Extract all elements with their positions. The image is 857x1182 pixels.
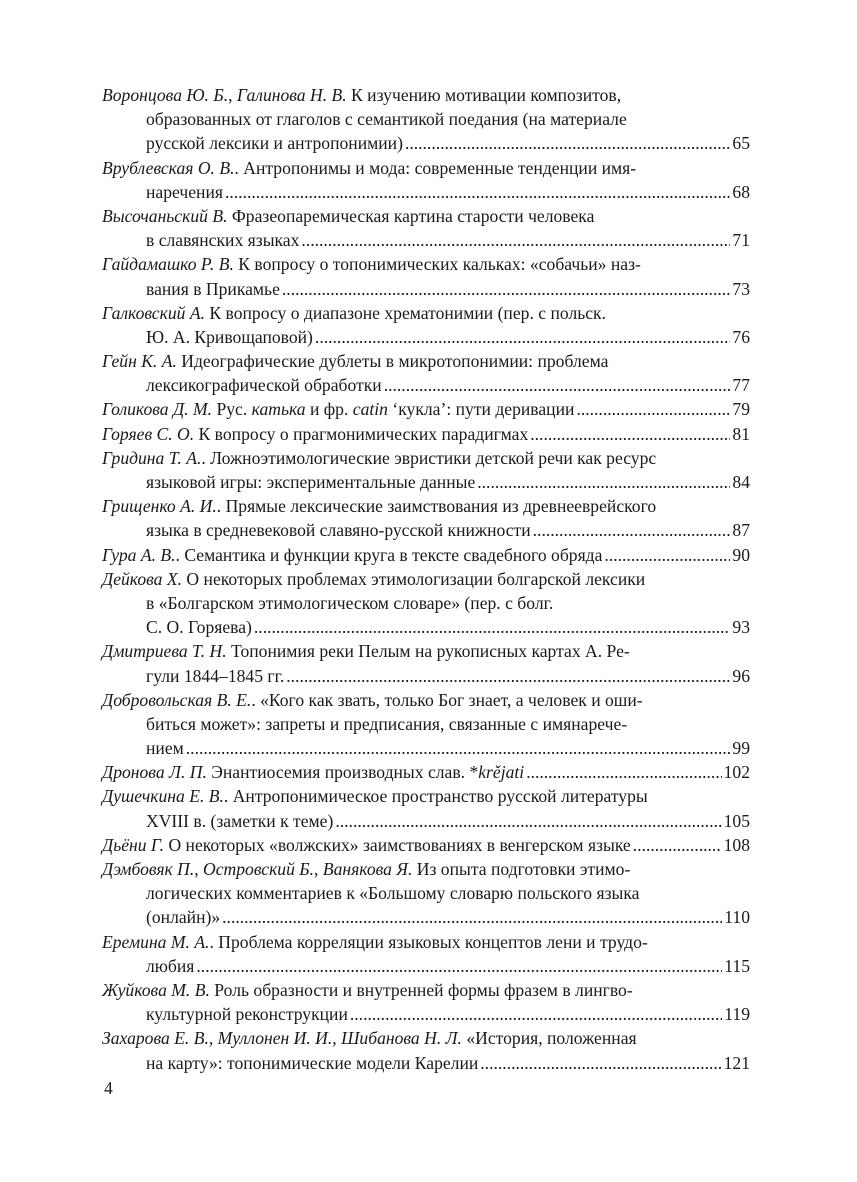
toc-line [102,470,750,494]
dot-leader [384,373,731,397]
toc-line [102,446,750,470]
toc-line [102,615,750,639]
entry-title-line: любия [146,955,195,976]
toc-line [102,131,750,155]
toc-line [102,688,750,712]
toc-entry [102,252,750,300]
entry-title-line: . Антропонимы и мода: современные тенденции имя- [234,157,637,178]
entry-page: 99 [732,738,750,759]
dot-leader [576,397,730,421]
entry-title-line: в славянских языках [146,230,300,251]
entry-page: 108 [723,834,750,855]
toc-line [102,639,750,663]
entry-title-line: нием [146,738,184,759]
entry-page: 119 [724,1004,750,1025]
toc-line [102,518,750,542]
table-of-contents [102,83,750,1075]
entry-title-line: биться может»: запреты и предписания, связанные с имянарече- [146,713,628,734]
toc-line [102,349,750,373]
entry-page: 102 [723,762,750,783]
dot-leader [350,1002,722,1026]
entry-title-text: и фр. [309,399,349,420]
dot-leader [604,543,730,567]
dot-leader [222,905,722,929]
entry-title-line: Идеографические дублеты в микротопонимии: проблема [181,351,609,372]
toc-line [102,204,750,228]
toc-entry [102,204,750,252]
entry-title-line: гули 1844–1845 гг. [146,665,285,686]
toc-entry [102,156,750,204]
toc-line [102,905,750,929]
toc-line [102,1051,750,1075]
entry-author: Жуйкова М. В. [102,979,210,1000]
entry-title-line: . Проблема корреляции языковых концептов лени и трудо- [209,931,648,952]
toc-line [102,373,750,397]
dot-leader [533,518,731,542]
toc-entry [102,349,750,397]
entry-page: 79 [732,399,750,420]
entry-title-line: . Ложноэтимологические эвристики детской речи как ресурс [201,447,657,468]
entry-page: 73 [732,278,750,299]
dot-leader [301,228,730,252]
entry-title-line: Из опыта подготовки этимо- [416,859,631,879]
toc-entry [102,930,750,978]
dot-leader [633,833,722,857]
entry-author: Горяев С. О. [102,423,195,444]
entry-author: Врублевская О. В. [102,157,235,178]
entry-author: Воронцова Ю. Б., Галинова Н. В. [102,85,347,105]
dot-leader [196,954,722,978]
entry-title-line: русской лексики и антропонимии) [146,133,403,154]
entry-title-line: наречения [146,181,223,202]
entry-page: 68 [732,181,750,202]
entry-author: Добровольская В. Е. [102,689,252,710]
toc-entry [102,857,750,930]
entry-title-line: К изучению мотивации композитов, [351,85,622,105]
entry-author: Дейкова Х. [102,568,183,589]
entry-page: 77 [732,375,750,396]
entry-title-line: Роль образности и внутренней формы фразем в лингво- [214,979,633,1000]
entry-author: Высочаньский В. [102,205,228,226]
entry-title-line: на карту»: топонимические модели Карелии [146,1052,479,1073]
toc-line [102,1002,750,1026]
entry-author: Грищенко А. И. [102,496,217,517]
entry-title-line: . «Кого как звать, только Бог знает, а человек и оши- [251,689,643,710]
entry-author: Дьёни Г. [102,834,165,855]
entry-author: Голикова Д. М. [102,399,213,420]
entry-author: Галковский А. [102,302,205,323]
entry-page: 110 [724,907,750,928]
toc-line [102,954,750,978]
toc-entry [102,639,750,687]
entry-title-line: языка в средневековой славяно-русской книжности [146,520,531,541]
entry-title-line: К вопросу о прагмонимических парадигмах [198,423,529,444]
toc-line [102,784,750,808]
entry-title-italic: катька [251,399,306,420]
entry-title-line: вания в Прикамье [146,278,280,299]
entry-title-text: ‘кукла’: пути деривации [392,399,575,420]
toc-line [102,543,750,567]
toc-entry [102,760,750,784]
dot-leader [286,664,730,688]
toc-line [102,325,750,349]
entry-page: 90 [732,544,750,565]
toc-line [102,809,750,833]
toc-line [102,930,750,954]
entry-author: Дэмбовяк П., Островский Б., Ванякова Я. [102,859,413,879]
dot-leader [335,809,721,833]
entry-title-line: «История, положенная [466,1028,637,1049]
toc-entry [102,446,750,494]
entry-author: Гридина Т. А. [102,447,202,468]
dot-leader [282,277,731,301]
toc-entry [102,833,750,857]
entry-title-line: в «Болгарском этимологическом словаре» (пер. с болг. [146,592,554,613]
toc-line [102,156,750,180]
entry-page: 121 [723,1052,750,1073]
entry-title-line: . Семантика и функции круга в тексте свадебного обряда [175,544,603,565]
toc-line [102,252,750,276]
entry-title-line: О некоторых проблемах этимологизации болгарской лексики [186,568,646,589]
toc-entry [102,784,750,832]
dot-leader [526,760,721,784]
entry-title-line: . Антропонимическое пространство русской литературы [223,786,648,807]
toc-line [102,83,750,107]
toc-line [102,712,750,736]
toc-line [102,736,750,760]
toc-entry [102,422,750,446]
entry-title-line: культурной реконструкции [146,1004,348,1025]
toc-line [102,978,750,1002]
entry-page: 76 [732,326,750,347]
entry-title-line: О некоторых «волжских» заимствованиях в венгерском языке [168,834,631,855]
toc-line [102,664,750,688]
entry-author: Гайдамашко Р. В. [102,254,234,275]
toc-line [102,591,750,615]
toc-line [102,760,750,784]
toc-entry [102,83,750,156]
page-number: 4 [104,1078,113,1098]
entry-author: Захарова Е. В., Муллонен И. И., Шибанова Н. Л. [102,1028,462,1049]
entry-title-text: Энантиосемия производных слав. * [211,762,479,783]
entry-page: 71 [732,230,750,251]
entry-title-line: Ю. А. Кривощаповой) [146,326,313,347]
entry-title-line: логических комментариев к «Большому словарю польского языка [146,883,640,904]
entry-author: Дронова Л. П. [102,762,207,783]
dot-leader [254,615,731,639]
entry-author: Душечкина Е. В. [102,786,224,807]
entry-title-line: языковой игры: экспериментальные данные [146,472,476,492]
entry-title-line: образованных от глаголов с семантикой поедания (на материале [146,109,627,130]
toc-line [102,1026,750,1050]
toc-entry [102,567,750,640]
entry-title-line: Топонимия реки Пелым на рукописных картах А. Ре- [231,641,630,662]
entry-title-line: лексикографической обработки [146,375,382,396]
entry-title-italic: krějati [478,762,525,783]
entry-page: 105 [723,810,750,831]
entry-title-line: . Прямые лексические заимствования из древнееврейского [216,496,657,517]
toc-line [102,422,750,446]
entry-title-text: Рус. [216,399,248,420]
dot-leader [530,422,730,446]
entry-page: 115 [724,955,750,976]
dot-leader [225,180,730,204]
toc-entry [102,688,750,761]
toc-line [102,833,750,857]
entry-title-line: (онлайн)» [146,907,221,928]
entry-title-line: К вопросу о топонимических кальках: «собачьи» наз- [238,254,641,275]
toc-line [102,881,750,905]
toc-line [102,567,750,591]
dot-leader [477,470,730,494]
entry-page: 65 [732,133,750,154]
entry-title-line: К вопросу о диапазоне хрематонимии (пер. с польск. [209,302,606,323]
dot-leader [315,325,730,349]
entry-page: 93 [732,617,750,638]
entry-page: 87 [732,520,750,541]
toc-line [102,277,750,301]
toc-line [102,857,750,881]
toc-entry [102,301,750,349]
entry-title-line: XVIII в. (заметки к теме) [146,810,334,831]
entry-author: Гейн К. А. [102,351,177,372]
entry-title-line: Фразеопаремическая картина старости человека [231,205,595,226]
dot-leader [480,1051,721,1075]
toc-line [102,228,750,252]
toc-line [102,301,750,325]
entry-title-line: С. О. Горяева) [146,617,252,638]
entry-author: Еремина М. А. [102,931,210,952]
toc-line [102,397,750,421]
entry-author: Гура А. В. [102,544,176,565]
entry-page: 96 [732,665,750,686]
toc-entry [102,1026,750,1074]
toc-entry [102,978,750,1026]
toc-line [102,180,750,204]
dot-leader [405,131,730,155]
toc-line [102,107,750,131]
toc-entry [102,543,750,567]
toc-line [102,494,750,518]
entry-author: Дмитриева Т. Н. [102,641,227,662]
entry-page: 81 [732,423,750,444]
entry-page: 84 [732,472,750,492]
dot-leader [186,736,731,760]
toc-entry [102,397,750,421]
entry-title-italic: catin [352,399,388,420]
toc-entry [102,494,750,542]
